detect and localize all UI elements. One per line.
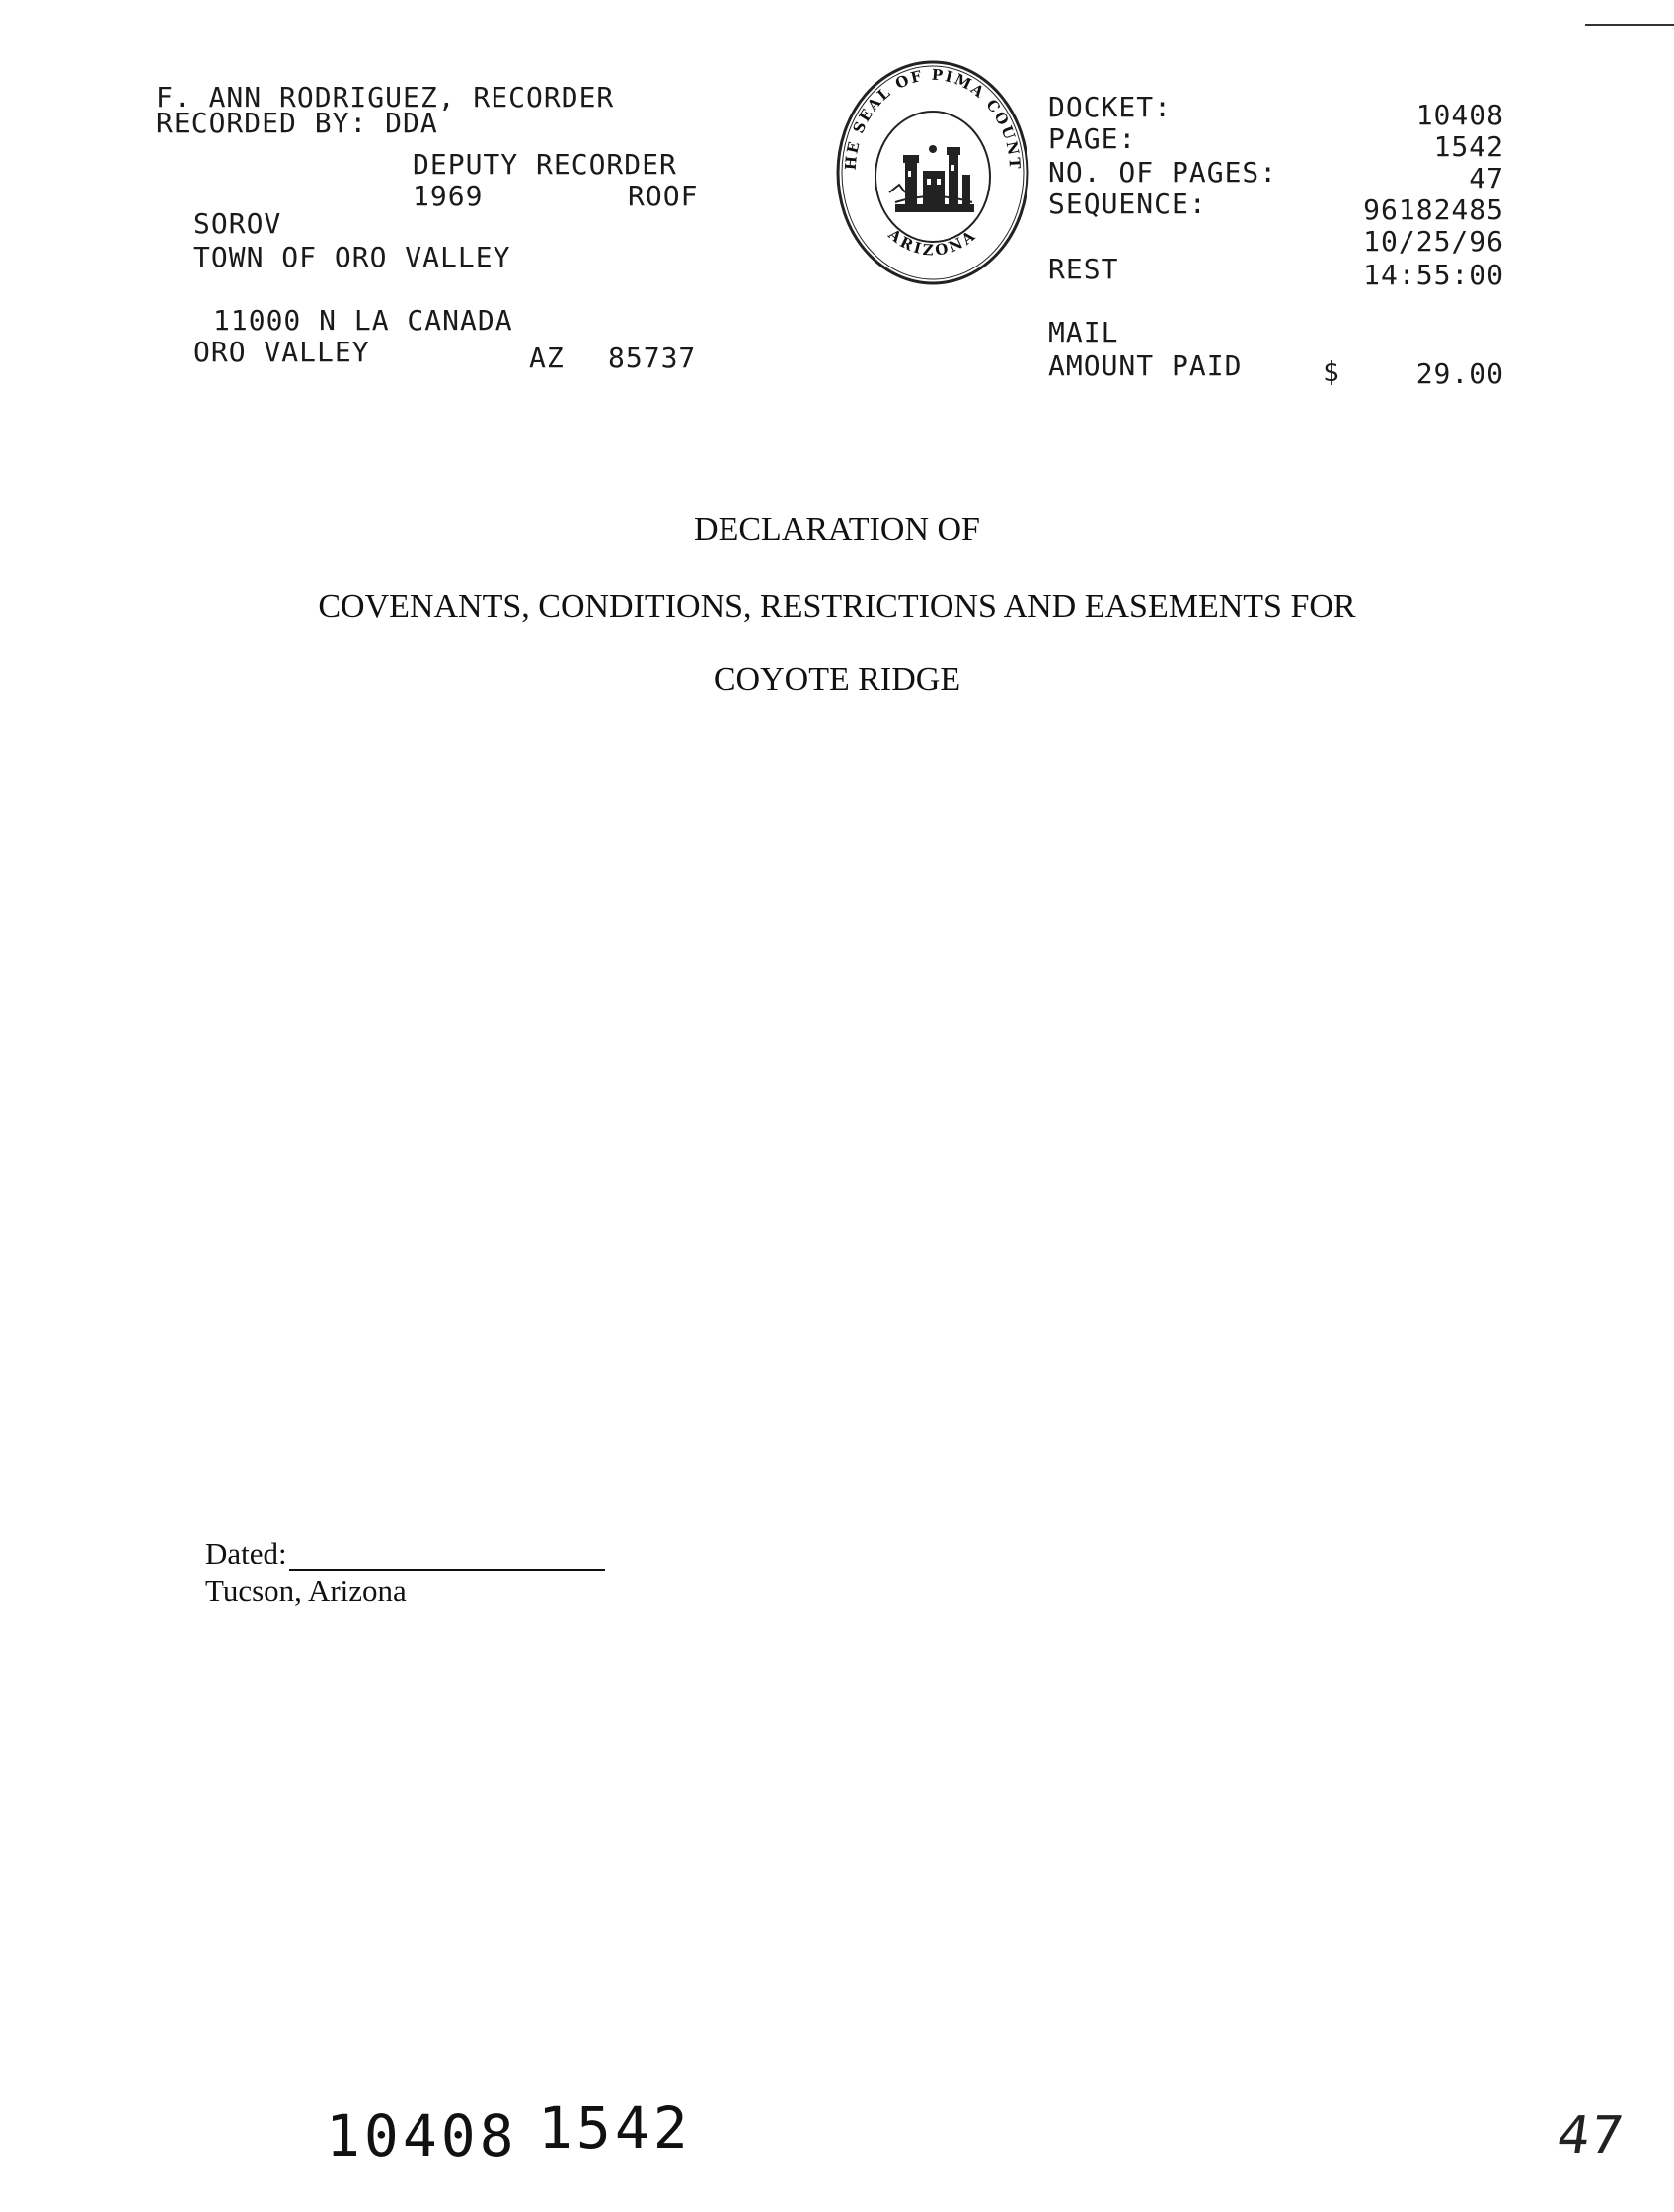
amount-paid: 29.00 bbox=[1415, 357, 1504, 390]
scan-edge-mark bbox=[1585, 24, 1674, 26]
mail-label: MAIL bbox=[1048, 316, 1119, 348]
addressee-organization: TOWN OF ORO VALLEY bbox=[193, 241, 511, 273]
recording-time: 14:55:00 bbox=[1363, 259, 1504, 291]
seal-text-bottom: ARIZONA bbox=[884, 225, 981, 260]
docket-label: DOCKET: bbox=[1048, 91, 1173, 123]
handwritten-page-count: 47 bbox=[1553, 2106, 1628, 2166]
recording-date: 10/25/96 bbox=[1363, 225, 1504, 258]
addressee-name: SOROV bbox=[193, 207, 282, 240]
seal-text-top: HE SEAL OF PIMA COUNT bbox=[841, 65, 1025, 172]
document-location: Tucson, Arizona bbox=[205, 1573, 407, 1608]
currency-symbol: $ bbox=[1323, 355, 1340, 388]
page-value: 1542 bbox=[1433, 130, 1504, 163]
dated-label: Dated: bbox=[205, 1536, 287, 1570]
pima-county-seal-icon bbox=[834, 54, 1031, 291]
footer-docket-stamp: 10408 bbox=[326, 2102, 518, 2170]
document-title-line1: DECLARATION OF bbox=[694, 511, 980, 548]
footer-page-stamp: 1542 bbox=[538, 2095, 692, 2162]
addressee-state: AZ bbox=[529, 342, 565, 374]
svg-text:ARIZONA bbox=[884, 225, 980, 260]
dated-blank-line bbox=[289, 1546, 605, 1571]
addressee-street: 11000 N LA CANADA bbox=[213, 304, 513, 337]
recorded-by: RECORDED BY: DDA bbox=[156, 107, 438, 139]
addressee-city: ORO VALLEY bbox=[193, 336, 370, 368]
dated-field bbox=[205, 1536, 605, 1571]
recorder-code: 1969 bbox=[413, 180, 484, 212]
amount-label: AMOUNT PAID bbox=[1048, 349, 1243, 382]
recorder-name: F. ANN RODRIGUEZ, RECORDER bbox=[156, 81, 615, 114]
page-label: PAGE: bbox=[1048, 122, 1137, 155]
recorder-code-label: ROOF bbox=[628, 180, 699, 212]
deputy-recorder: DEPUTY RECORDER bbox=[413, 148, 677, 181]
addressee-zip: 85737 bbox=[608, 342, 697, 374]
pages-value: 47 bbox=[1469, 162, 1504, 194]
pages-label: NO. OF PAGES: bbox=[1048, 156, 1278, 189]
sequence-value: 96182485 bbox=[1363, 193, 1504, 226]
document-title-line2: COVENANTS, CONDITIONS, RESTRICTIONS AND EASEMENTS FOR bbox=[318, 588, 1356, 625]
rest-label: REST bbox=[1048, 253, 1119, 285]
sequence-label: SEQUENCE: bbox=[1048, 188, 1207, 220]
docket-value: 10408 bbox=[1415, 99, 1504, 131]
document-title-line3: COYOTE RIDGE bbox=[713, 661, 961, 698]
